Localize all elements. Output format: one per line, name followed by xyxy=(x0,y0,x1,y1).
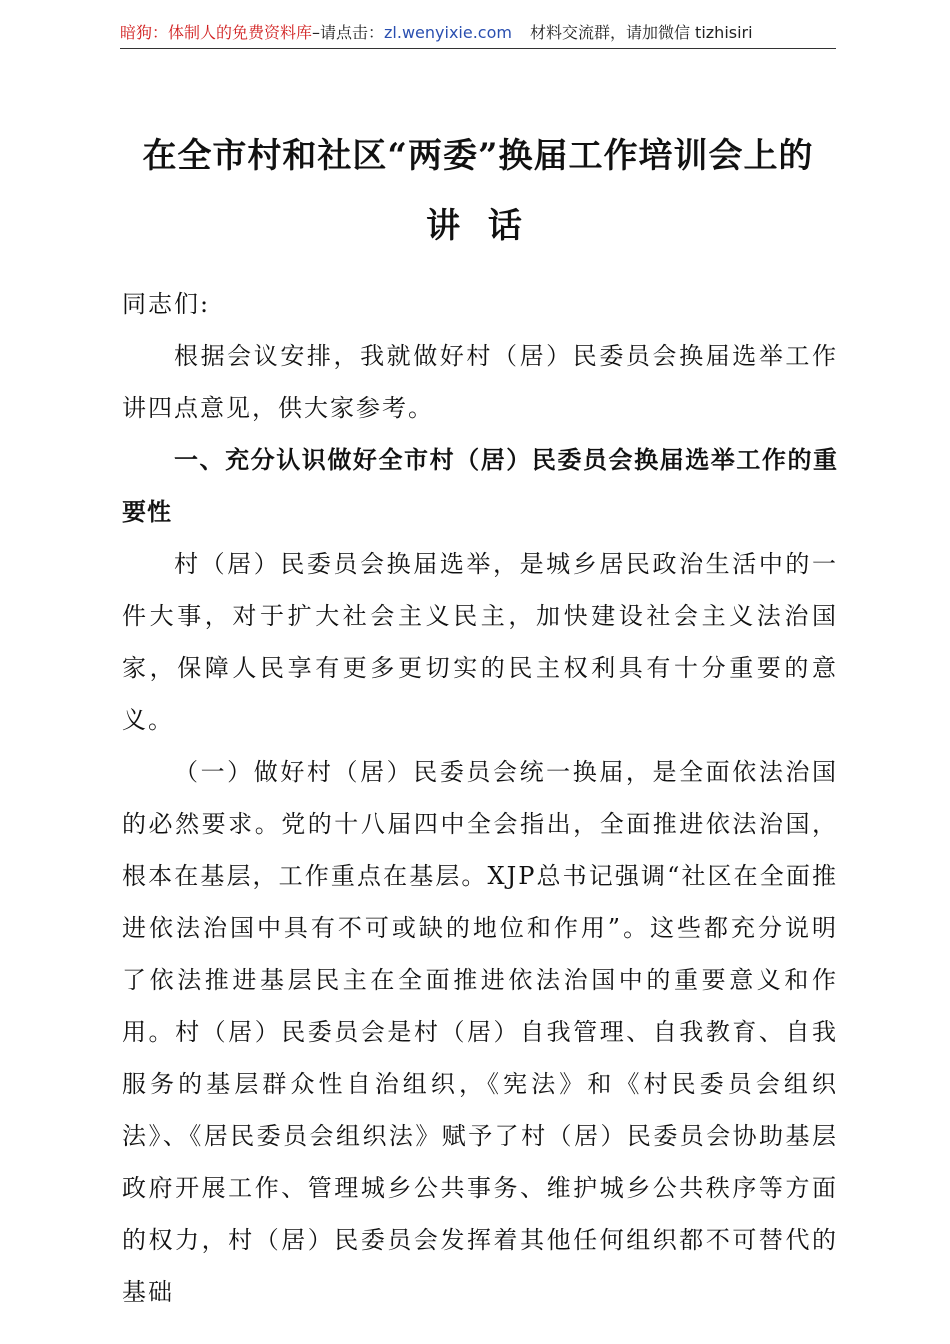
header-click-label: –请点击： xyxy=(312,23,385,42)
document-body xyxy=(122,278,838,1318)
greeting: 同志们: xyxy=(122,290,211,318)
page-header xyxy=(120,18,836,49)
header-site-name: 暗狗：体制人的免费资料库 xyxy=(120,23,313,42)
section-heading-1: 一、充分认识做好全市村（居）民委员会换届选举工作的重要性 xyxy=(122,446,838,526)
paragraph-2: （一）做好村（居）民委员会统一换届，是全面依法治国的必然要求。党的十八届四中全会指出，全面推进依法治国，根本在基层，工作重点在基层。XJP总书记强调“社区在全面推进依法治国中具有不可或缺的地位和作用”。这些都充分说明了依法推进基层民主在全面推进依法治国中的重要意义和作用。村（居）民委员会是村（居）自我管理、自我教育、自我服务的基层群众性自治组织，《宪法》和《村民委员会组织法》、《居民委员会组织法》赋予了村（居）民委员会协助基层政府开展工作、管理城乡公共事务、维护城乡公共秩序等方面的权力，村（居）民委员会发挥着其他任何组织都不可替代的基础 xyxy=(122,758,838,1306)
document-title-line2: 讲 话 xyxy=(426,206,530,246)
header-group-text: 材料交流群，请加微信 tizhisiri xyxy=(529,23,753,42)
intro-paragraph: 根据会议安排，我就做好村（居）民委员会换届选举工作讲四点意见，供大家参考。 xyxy=(122,342,838,422)
paragraph-1: 村（居）民委员会换届选举，是城乡居民政治生活中的一件大事，对于扩大社会主义民主，加快建设社会主义法治国家，保障人民享有更多更切实的民主权利具有十分重要的意义。 xyxy=(122,550,838,734)
document-title: 在全市村和社区“两委”换届工作培训会上的 xyxy=(142,136,814,176)
header-url-link[interactable]: zl.wenyixie.com xyxy=(384,23,512,42)
